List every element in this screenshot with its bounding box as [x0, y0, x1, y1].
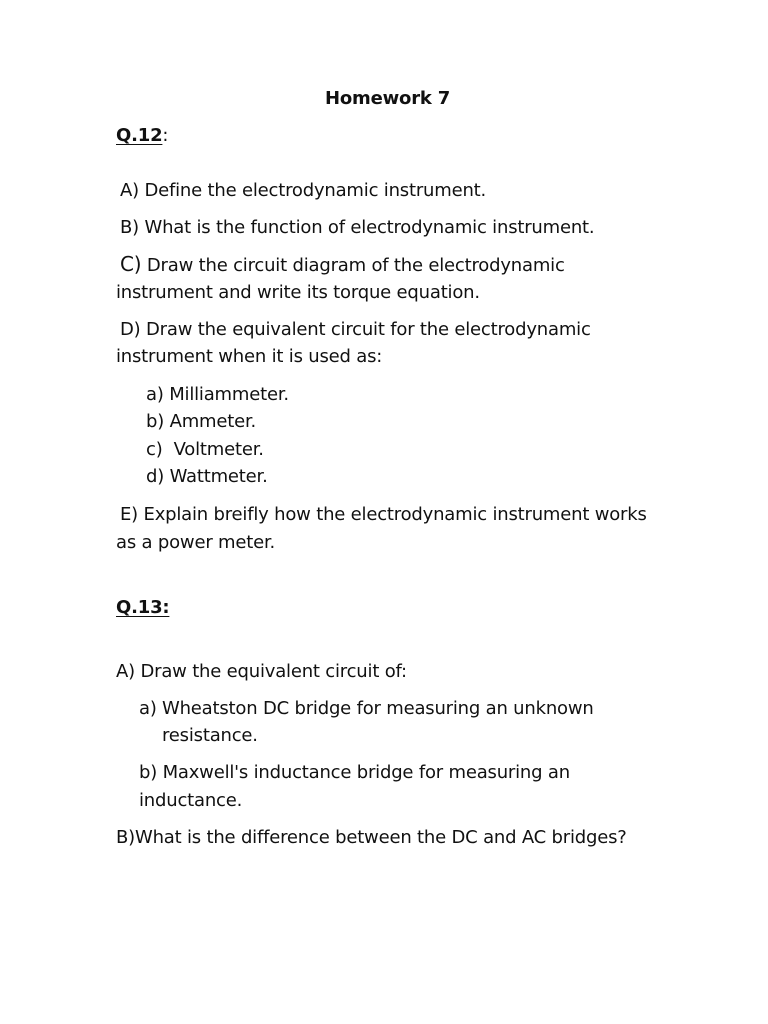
q13-part-b: B)What is the difference between the DC and AC bridges? — [116, 827, 627, 848]
list-item-text: Wattmeter. — [169, 466, 268, 487]
q12-sub-item-d — [146, 463, 268, 490]
q12-part-d-line1: D) Draw the equivalent circuit for the electrodynamic — [120, 319, 591, 340]
list-marker: d) — [146, 466, 165, 487]
q12-part-b: B) What is the function of electrodynamic instrument. — [120, 217, 595, 238]
q12-part-e-line1: E) Explain breifly how the electrodynamic instrument works — [120, 504, 647, 525]
q13-sub-b-line1: b) Maxwell's inductance bridge for measuring an — [139, 762, 570, 783]
q12-part-a: A) Define the electrodynamic instrument. — [120, 180, 487, 201]
q13-part-a: A) Draw the equivalent circuit of: — [116, 661, 407, 682]
q12-sub-item-b — [146, 408, 256, 435]
q12-part-e-line2: as a power meter. — [116, 532, 276, 553]
list-marker: b) — [146, 411, 165, 432]
list-marker: a) — [146, 384, 164, 405]
q12-part-c-text: Draw the circuit diagram of the electrodynamic — [141, 255, 565, 276]
q12-part-c-line2: instrument and write its torque equation. — [116, 282, 480, 303]
q12-label: Q.12 — [116, 125, 163, 146]
list-marker: c) — [146, 439, 163, 460]
list-item-text: Voltmeter. — [168, 439, 264, 460]
q12-part-d-line2: instrument when it is used as: — [116, 346, 383, 367]
q13-heading: Q.13: — [116, 597, 170, 618]
list-item-text: Ammeter. — [169, 411, 257, 432]
list-item-text: Milliammeter. — [169, 384, 289, 405]
q12-heading — [116, 122, 168, 149]
q13-sub-b-line2: inductance. — [139, 790, 243, 811]
q12-part-c-letter: C) — [120, 252, 142, 276]
q13-sub-a-line2: resistance. — [162, 725, 258, 746]
q12-sub-item-a — [146, 381, 289, 408]
page-title: Homework 7 — [325, 88, 451, 109]
q12-colon: : — [162, 125, 169, 146]
q13-sub-a-marker: a) — [139, 698, 157, 719]
q12-sub-item-c — [146, 436, 264, 463]
q13-sub-a-line1: Wheatston DC bridge for measuring an unknown — [162, 698, 594, 719]
q12-part-c-line1 — [120, 251, 565, 279]
